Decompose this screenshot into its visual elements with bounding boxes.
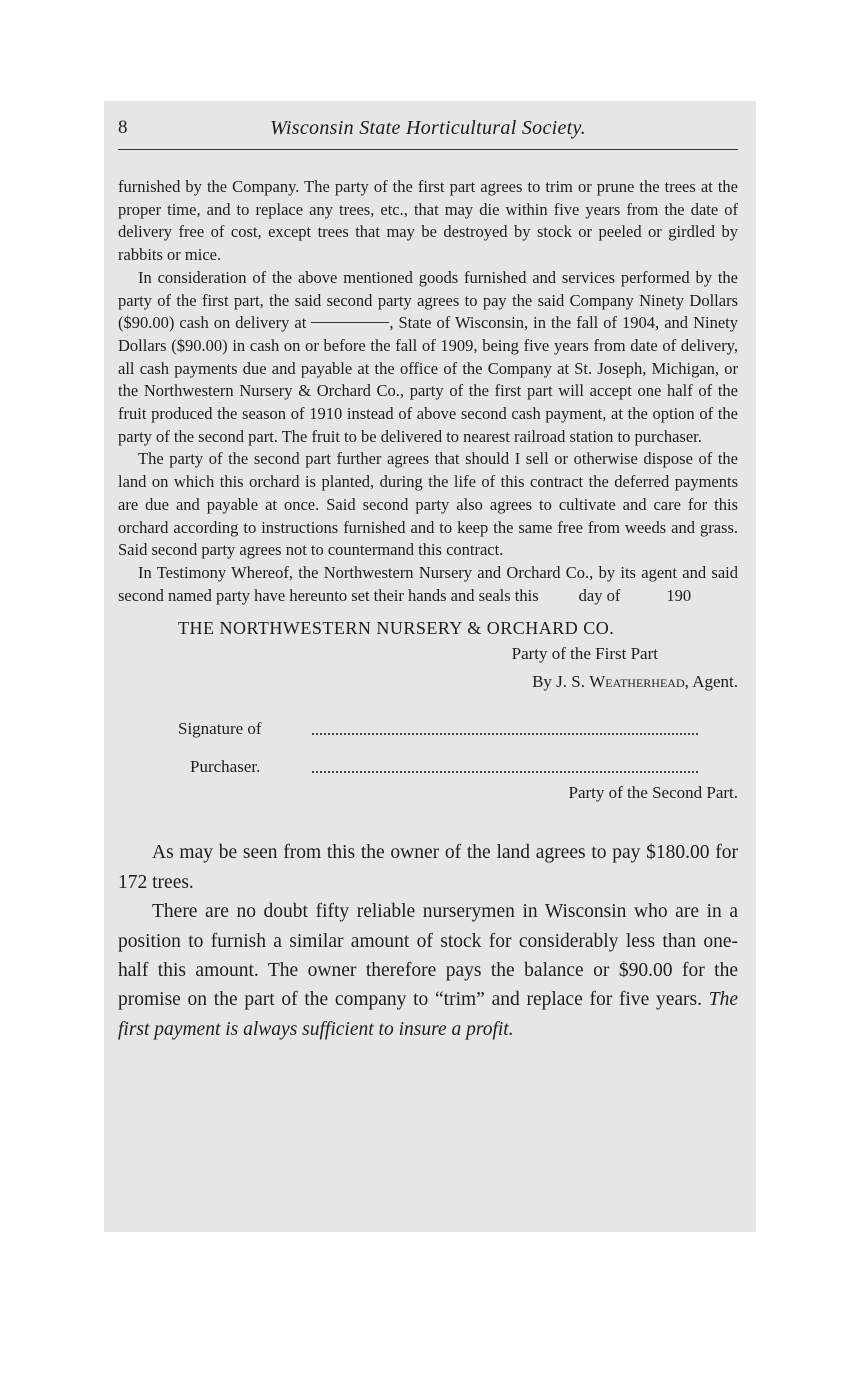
signature-line — [118, 719, 738, 741]
purchaser-dotted-line — [312, 771, 698, 773]
header-rule — [118, 149, 738, 150]
purchaser-label: Purchaser. — [190, 757, 261, 777]
running-title: Wisconsin State Horticultural Society. — [270, 117, 586, 139]
party-first-label: Party of the First Part — [511, 644, 658, 664]
page-number: 8 — [118, 117, 128, 138]
contract-text — [118, 176, 738, 607]
year-text: 190 — [666, 585, 692, 605]
signature-dotted-line — [312, 733, 698, 735]
closing-paragraph — [118, 897, 738, 1044]
closing-paragraph: As may be seen from this the owner of the land agrees to pay $180.00 for 172 trees. — [118, 842, 738, 893]
agent-name: Weatherhead — [589, 672, 685, 692]
contract-paragraph: The party of the second part further agrees that should I sell or otherwise dispose of the land on which this orchard is planted, during the life of this contract the deferred payments are due and payable at once. Said second party also agrees to cultivate and care for this orchard according to instructions furnished and to keep the same free from weeds and grass. Said second party agrees not to countermand this contract. — [118, 449, 738, 560]
contract-paragraph: furnished by the Company. The party of the first part agrees to trim or prune the trees at the proper time, and to replace any trees, etc., that may die within five years from the date of delivery free of cost, except trees that may be destroyed by stock or peeled or girdled by rabbits or mice. — [118, 177, 738, 265]
page-header — [118, 117, 738, 143]
agent-title: , Agent. — [684, 672, 738, 692]
contract-paragraph — [118, 562, 738, 607]
company-name: THE NORTHWESTERN NURSERY & ORCHARD CO. — [178, 618, 615, 639]
page-body — [118, 176, 738, 1044]
closing-text-span: There are no doubt fifty reliable nurserymen in Wisconsin who are in a position to furnish a similar amount of stock for considerably less than one-half this amount. The owner therefore pays the balance or $90.00 for the promise on the part of the company to “trim” and replace for five years. — [118, 901, 738, 1011]
agent-signature-line — [118, 669, 738, 695]
blank-line — [311, 322, 389, 323]
testimony-text: In Testimony Whereof, the Northwestern Nursery and Orchard Co., by its agent and said second named party have hereunto set their hands and seals this — [118, 562, 738, 605]
contract-text-span: In consideration of the above mentioned goods furnished and services performed by the party of the first part, the said second party agrees to pay the said Company Ninety Dollars ($90.00) cash on delivery at — [118, 267, 738, 333]
closing-text — [118, 838, 738, 1044]
signature-label: Signature of — [178, 719, 262, 739]
day-of-text: day of — [578, 585, 621, 605]
closing-italic-text: The first payment is always sufficient to insure a profit. — [118, 989, 738, 1040]
purchaser-line — [118, 757, 738, 779]
agent-by: By J. S. — [532, 672, 586, 692]
contract-text-span: , State of Wisconsin, in the fall of 1904, and Ninety Dollars ($90.00) in cash on or before the fall of 1909, being five years from date of delivery, all cash payments due and payable at the office of the Company at St. Joseph, Michigan, or the Northwestern Nursery & Orchard Co., party of the first part will accept one half of the fruit produced the season of 1910 instead of above second cash payment, at the option of the party of the second part. The fruit to be delivered to nearest railroad station to purchaser. — [118, 313, 738, 446]
book-page — [104, 101, 756, 1232]
party-second-label: Party of the Second Part. — [568, 783, 738, 803]
contract-paragraph — [118, 267, 738, 449]
